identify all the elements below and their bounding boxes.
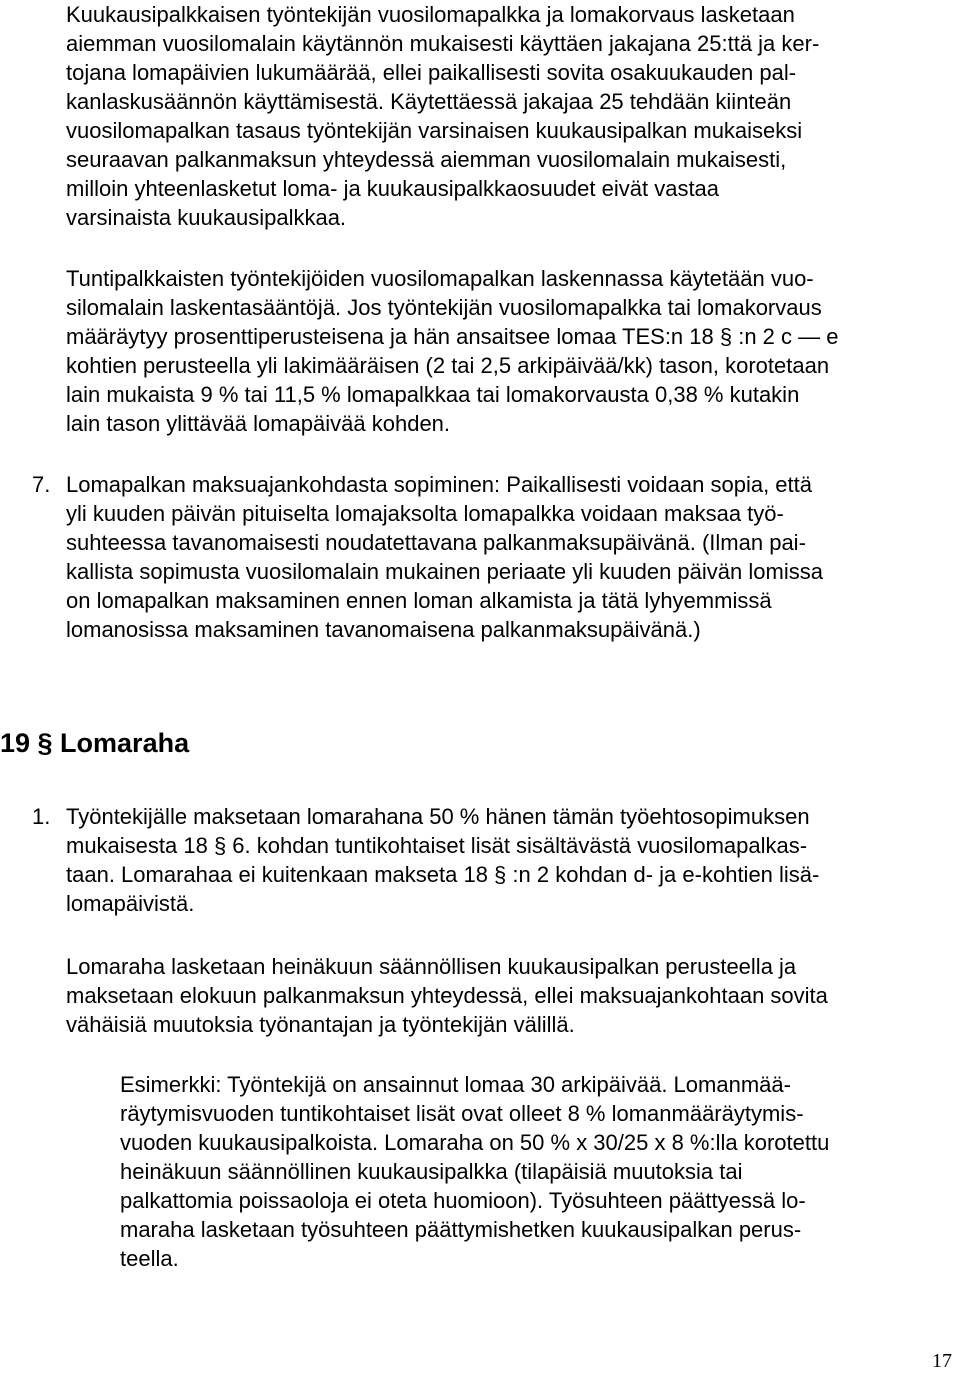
text-line: palkattomia poissaoloja ei oteta huomioon). Työsuhteen päättyessä lo- xyxy=(120,1188,806,1213)
text-line: Kuukausipalkkaisen työntekijän vuosilomapalkka ja lomakorvaus lasketaan xyxy=(66,2,795,27)
text-line: Tuntipalkkaisten työntekijöiden vuosilomapalkan laskennassa käytetään vuo- xyxy=(66,266,814,291)
text-line: lain mukaista 9 % tai 11,5 % lomapalkkaa tai lomakorvausta 0,38 % kutakin xyxy=(66,382,800,407)
text-line: silomalain laskentasääntöjä. Jos työntekijän vuosilomapalkka tai lomakorvaus xyxy=(66,295,822,320)
text-line: taan. Lomarahaa ei kuitenkaan makseta 18 § :n 2 kohdan d- ja e-kohtien lisä- xyxy=(66,862,820,887)
text-line: Työntekijälle maksetaan lomarahana 50 % hänen tämän työehtosopimuksen xyxy=(66,804,810,829)
text-line: vähäisiä muutoksia työnantajan ja työntekijän välillä. xyxy=(66,1012,575,1037)
text-line: maksetaan elokuun palkanmaksun yhteydessä, ellei maksuajankohtaan sovita xyxy=(66,983,828,1008)
text-line: Lomaraha lasketaan heinäkuun säännöllisen kuukausipalkan perusteella ja xyxy=(66,954,797,979)
text-line: mukaisesta 18 § 6. kohdan tuntikohtaiset lisät sisältävästä vuosilomapalkas- xyxy=(66,833,808,858)
text-line: on lomapalkan maksaminen ennen loman alkamista ja tätä lyhyemmissä xyxy=(66,588,772,613)
text-line: teella. xyxy=(120,1246,179,1271)
text-line: kallista sopimusta vuosilomalain mukainen periaate yli kuuden päivän lomissa xyxy=(66,559,823,584)
text-line: aiemman vuosilomalain käytännön mukaisesti käyttäen jakajana 25:ttä ja ker- xyxy=(66,31,820,56)
text-line: kohtien perusteella yli lakimääräisen (2 tai 2,5 arkipäivää/kk) tason, korotetaan xyxy=(66,353,830,378)
text-line: Lomapalkan maksuajankohdasta sopiminen: Paikallisesti voidaan sopia, että xyxy=(66,472,813,497)
text-line: vuosilomapalkan tasaus työntekijän varsinaisen kuukausipalkan mukaiseksi xyxy=(66,118,803,143)
item-number: 7. xyxy=(32,472,51,497)
text-line: heinäkuun säännöllinen kuukausipalkka (tilapäisiä muutoksia tai xyxy=(120,1159,743,1184)
text-line: lomanosissa maksaminen tavanomaisena palkanmaksupäivänä.) xyxy=(66,617,701,642)
text-line: seuraavan palkanmaksun yhteydessä aiemman vuosilomalain mukaisesti, xyxy=(66,147,787,172)
page-number: 17 xyxy=(932,1350,952,1372)
text-line: räytymisvuoden tuntikohtaiset lisät ovat olleet 8 % lomanmääräytymis- xyxy=(120,1101,804,1126)
text-line: lain tason ylittävää lomapäivää kohden. xyxy=(66,411,451,436)
text-line: varsinaista kuukausipalkkaa. xyxy=(66,205,347,230)
section-heading: 19 § Lomaraha xyxy=(0,728,190,758)
text-line: määräytyy prosenttiperusteisena ja hän ansaitsee lomaa TES:n 18 § :n 2 c — e xyxy=(66,324,839,349)
text-line: vuoden kuukausipalkoista. Lomaraha on 50 % x 30/25 x 8 %:lla korotettu xyxy=(120,1130,830,1155)
text-line: milloin yhteenlasketut loma- ja kuukausipalkkaosuudet eivät vastaa xyxy=(66,176,720,201)
text-line: yli kuuden päivän pituiselta lomajaksolta lomapalkka voidaan maksaa työ- xyxy=(66,501,784,526)
text-line: tojana lomapäivien lukumäärää, ellei paikallisesti sovita osakuukauden pal- xyxy=(66,60,797,85)
text-line: Esimerkki: Työntekijä on ansainnut lomaa 30 arkipäivää. Lomanmää- xyxy=(120,1072,791,1097)
text-line: lomapäivistä. xyxy=(66,891,195,916)
text-line: kanlaskusäännön käyttämisestä. Käytettäessä jakajaa 25 tehdään kiinteän xyxy=(66,89,792,114)
text-line: maraha lasketaan työsuhteen päättymishetken kuukausipalkan perus- xyxy=(120,1217,802,1242)
item-number: 1. xyxy=(32,804,51,829)
text-line: suhteessa tavanomaisesti noudatettavana palkanmaksupäivänä. (Ilman pai- xyxy=(66,530,806,555)
